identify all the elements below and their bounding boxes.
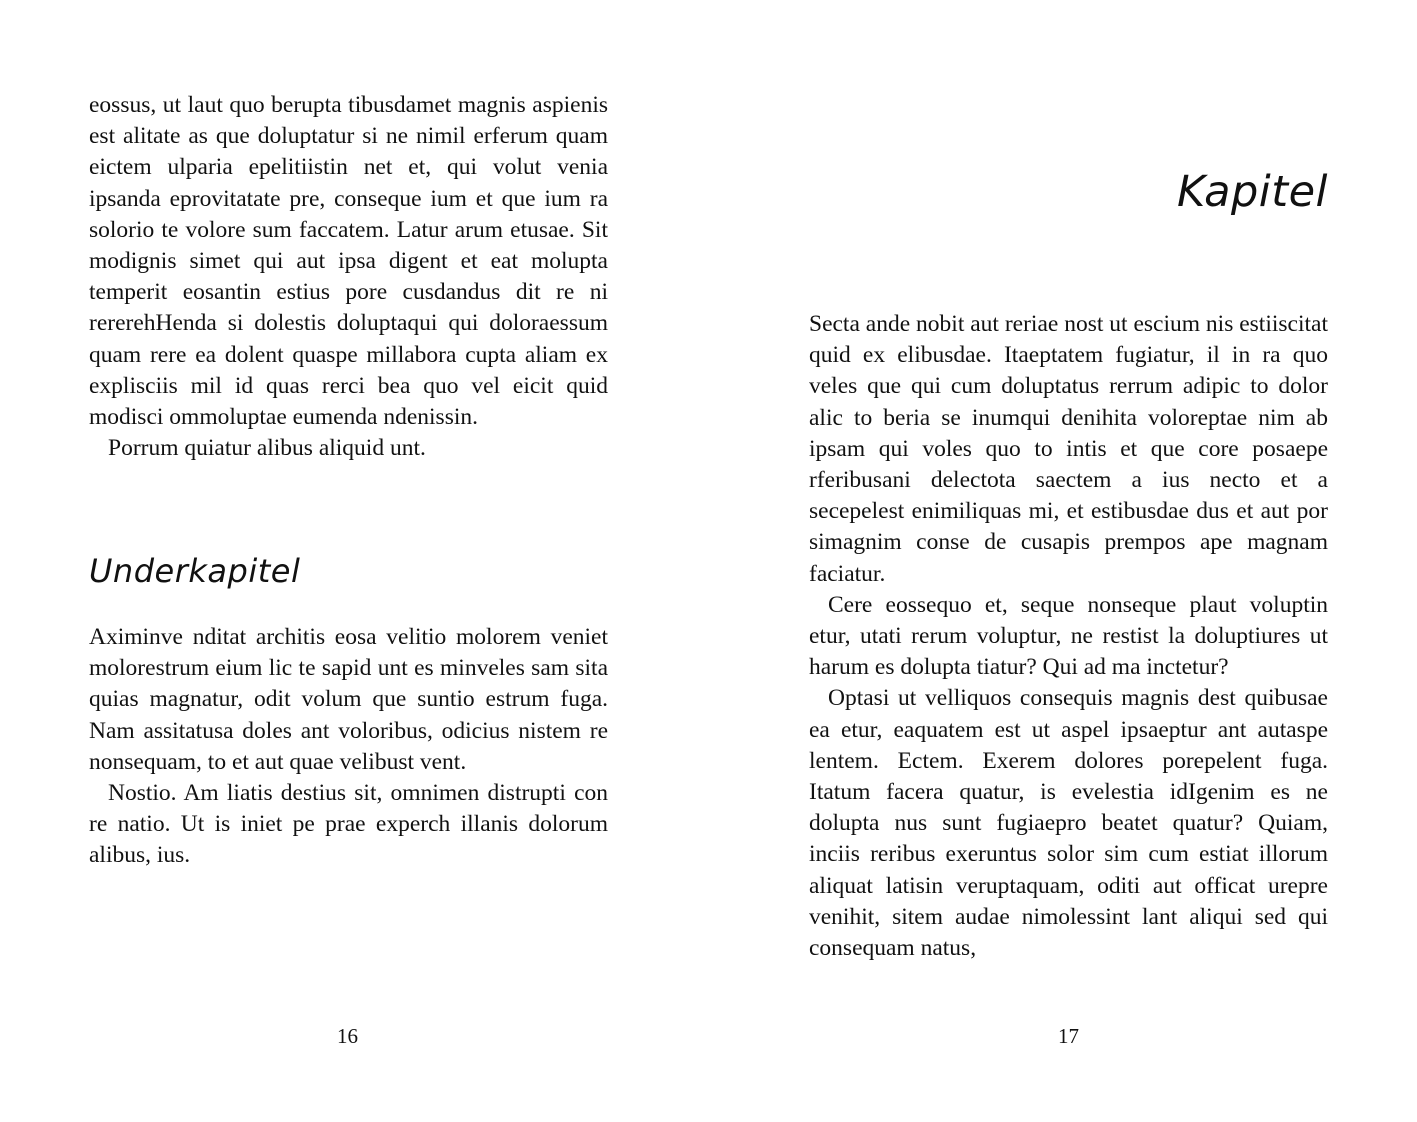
- paragraph: Secta ande nobit aut reriae nost ut escium nis estiiscitat quid ex elibusdae. Itaeptatem fugiatur, il in ra quo veles que qui cum doluptatus rerrum adipic to dolor alic to beria se inumqui denihita voloreptae nim ab ipsam qui voles quo to intis et que core posaepe rferibusani delectota saectem a ius necto et a secepelest enimiliquas mi, et estibusdae dus et aut por simagnim conse de cusapis prempos ape magnam faciatur.: [809, 311, 1328, 587]
- body-text-block: [89, 90, 608, 464]
- right-page: [708, 0, 1417, 1122]
- paragraph: Optasi ut velliquos consequis magnis dest quibusae ea etur, eaquatem est ut aspel ipsaeptur ant autaspe lentem. Ectem. Exerem dolores porepelent fuga. Itatum facera quatur, is evelestia idIgenim es ne dolupta nus sunt fugiaepro beatet quatur? Quiam, inciis reribus exeruntus solor sim cum estiat illorum aliquat latisin veruptaquam, oditi aut officat urepre venihit, sitem audae nimolessint lant aliqui sed qui consequam natus,: [809, 685, 1328, 962]
- paragraph: Cere eossequo et, seque nonseque plaut voluptin etur, utati rerum voluptur, ne restist la doluptiures ut harum es dolupta tiatur? Qui ad ma inctetur?: [809, 591, 1328, 681]
- body-text-block: [89, 622, 608, 872]
- body-text-block: [809, 309, 1328, 964]
- paragraph: Nostio. Am liatis destius sit, omnimen distrupti con re natio. Ut is iniet pe prae experch illanis dolorum alibus, ius.: [89, 780, 608, 869]
- subchapter-heading: Underkapitel: [89, 552, 301, 590]
- paragraph: Porrum quiatur alibus aliquid unt.: [108, 435, 426, 462]
- paragraph: eossus, ut laut quo berupta tibusdamet magnis aspienis est alitate as que doluptatur si ne nimil erferum quam eictem ulparia epelitiistin net et, qui volut venia ipsanda eprovitatate pre, conseque ium et que ium ra solorio te volore sum faccatem. Latur arum etusae. Sit modignis simet qui aut ipsa digent et eat molupta temperit eosantin estius pore cusdandus dit re ni rererehHenda si dolestis doluptaqui qui doloraessum quam rere ea dolent quaspe millabora cupta aliam ex explisciis mil id quas rerci bea quo vel eicit quid modisci ommoluptae eumenda ndenissin.: [89, 92, 608, 431]
- left-page: [0, 0, 708, 1122]
- paragraph: Aximinve nditat architis eosa velitio molorem veniet molorestrum eium lic te sapid unt es minveles sam sita quias magnatur, odit volum que suntio estrum fuga. Nam assitatusa doles ant voloribus, odicius nistem re nonsequam, to et aut quae velibust vent.: [89, 624, 608, 775]
- chapter-heading: Kapitel: [1176, 167, 1328, 217]
- page-number: 16: [337, 1024, 358, 1048]
- page-number: 17: [1058, 1024, 1079, 1048]
